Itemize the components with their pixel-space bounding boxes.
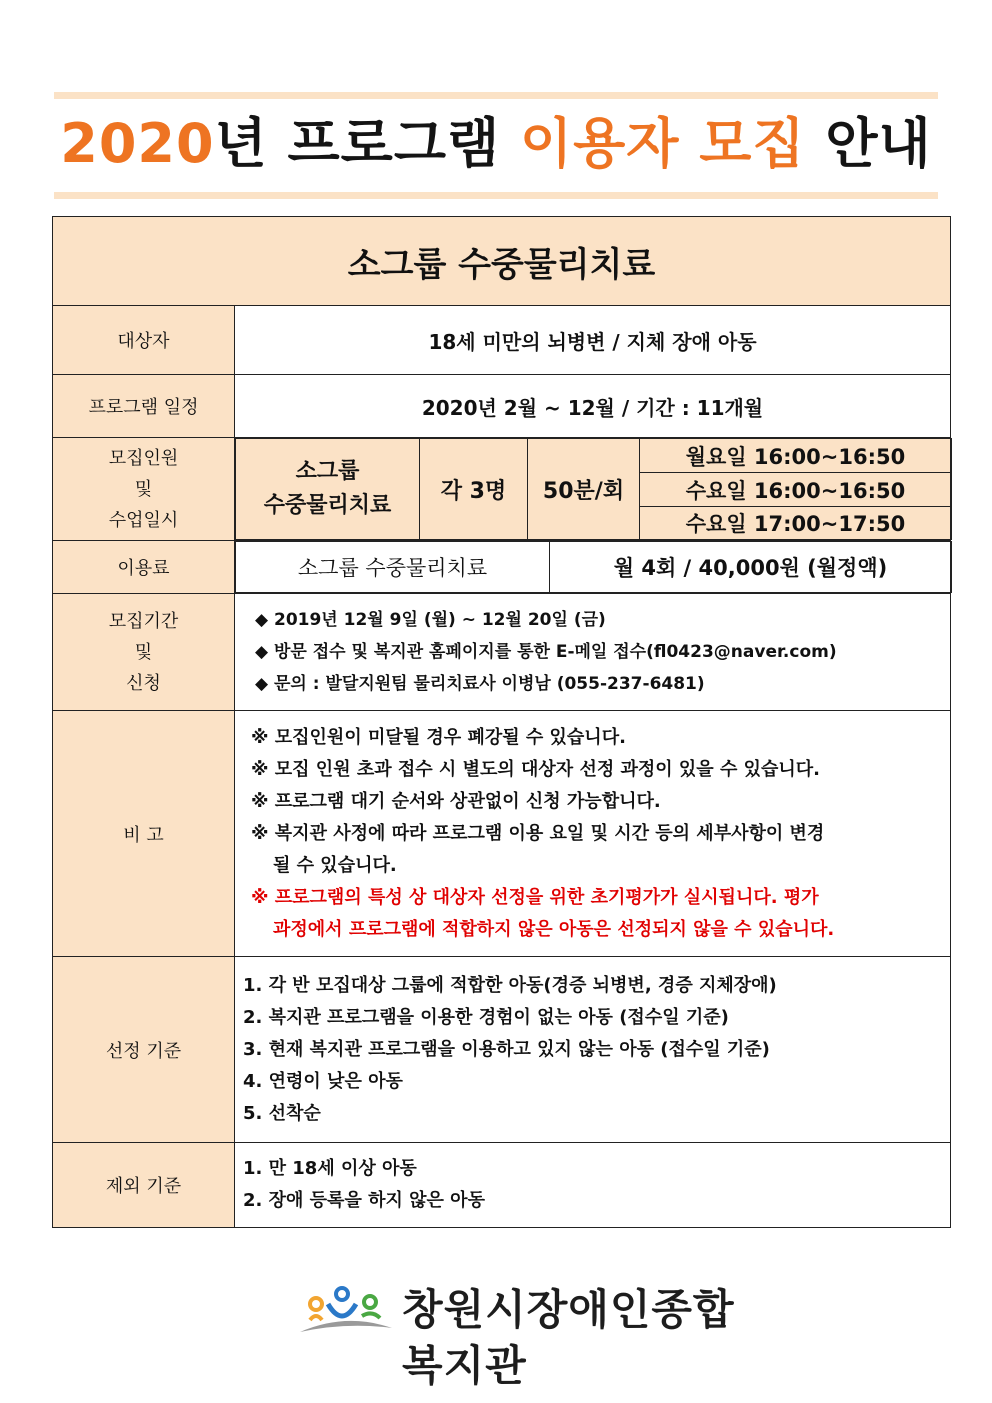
- organization-logo: [296, 1278, 736, 1390]
- fee-table: [235, 541, 952, 593]
- note-warning-2: 과정에서 프로그램에 적합하지 않은 아동은 선정되지 않을 수 있습니다.: [273, 918, 835, 940]
- note-item-3: ※ 프로그램 대기 순서와 상관없이 신청 가능합니다.: [251, 790, 661, 812]
- organization-name: 창원시장애인종합복지관: [402, 1285, 735, 1390]
- exclusion-item-2: 2. 장애 등록을 하지 않은 아동: [243, 1190, 485, 1211]
- note-item-1: ※ 모집인원이 미달될 경우 폐강될 수 있습니다.: [251, 726, 626, 748]
- title-recruit: 이용자 모집: [519, 112, 806, 175]
- page-title: [0, 104, 992, 184]
- recruit-detail-table: [235, 438, 952, 540]
- organization-emblem-icon: [296, 1282, 396, 1340]
- title-program: 년 프로그램: [214, 112, 520, 175]
- selection-detail: [235, 957, 951, 1143]
- title-band-top: [54, 92, 938, 99]
- period-detail: [235, 594, 951, 711]
- selection-item-3: 3. 현재 복지관 프로그램을 이용하고 있지 않는 아동 (접수일 기준): [243, 1038, 770, 1060]
- fee-label: 이용료: [53, 541, 235, 594]
- selection-item-1: 1. 각 반 모집대상 그룹에 적합한 아동(경증 뇌병변, 경증 지체장애): [243, 974, 777, 996]
- note-item-4: ※ 복지관 사정에 따라 프로그램 이용 요일 및 시간 등의 세부사항이 변경: [251, 822, 825, 844]
- selection-label: 선정 기준: [53, 957, 235, 1143]
- selection-item-4: 4. 연령이 낮은 아동: [243, 1070, 403, 1092]
- note-item-2: ※ 모집 인원 초과 접수 시 별도의 대상자 선정 과정이 있을 수 있습니다.: [251, 758, 821, 780]
- target-value: 18세 미만의 뇌병변 / 지체 장애 아동: [235, 306, 951, 375]
- recruit-label-line-2: 및: [134, 478, 153, 500]
- period-item-contact: ◆ 문의 : 발달지원팀 물리치료사 이병남 (055-237-6481): [255, 674, 705, 694]
- period-label: [53, 594, 235, 711]
- recruit-label-line-3: 수업일시: [108, 509, 179, 531]
- recruit-detail-cell: [235, 438, 951, 541]
- exclusion-label: 제외 기준: [53, 1143, 235, 1228]
- recruit-duration: 50분/회: [528, 439, 640, 540]
- period-item-dates: ◆ 2019년 12월 9일 (월) ~ 12월 20일 (금): [255, 610, 606, 630]
- schedule-value: 2020년 2월 ~ 12월 / 기간 : 11개월: [235, 375, 951, 438]
- recruit-label: [53, 438, 235, 541]
- period-label-line-1: 모집기간: [108, 610, 179, 632]
- exclusion-detail: [235, 1143, 951, 1228]
- period-item-application: ◆ 방문 접수 및 복지관 홈페이지를 통한 E-메일 접수(fl0423@naver.com): [255, 642, 837, 662]
- fee-cell: [235, 541, 951, 594]
- title-year: 2020: [60, 112, 215, 175]
- recruit-count: 각 3명: [420, 439, 528, 540]
- fee-program-name: 소그룹 수중물리치료: [236, 542, 550, 593]
- selection-item-5: 5. 선착순: [243, 1102, 321, 1124]
- recruit-label-line-1: 모집인원: [108, 447, 179, 469]
- recruit-class-line-1: 소그룹: [295, 459, 360, 484]
- note-warning-1: ※ 프로그램의 특성 상 대상자 선정을 위한 초기평가가 실시됩니다. 평가: [251, 886, 819, 908]
- program-name-heading: 소그룹 수중물리치료: [53, 217, 951, 306]
- recruit-class-line-2: 수중물리치료: [263, 493, 392, 518]
- notes-label: 비 고: [53, 711, 235, 957]
- target-label: 대상자: [53, 306, 235, 375]
- title-notice: 안내: [805, 112, 932, 175]
- period-label-line-3: 신청: [126, 672, 161, 694]
- schedule-label: 프로그램 일정: [53, 375, 235, 438]
- selection-item-2: 2. 복지관 프로그램을 이용한 경험이 없는 아동 (접수일 기준): [243, 1006, 729, 1028]
- period-label-line-2: 및: [134, 641, 153, 663]
- recruit-time-3: 수요일 17:00~17:50: [640, 507, 952, 540]
- notes-detail: [235, 711, 951, 957]
- recruit-class-name: [236, 439, 420, 540]
- note-item-4-cont: 될 수 있습니다.: [273, 854, 397, 876]
- program-info-table: [52, 216, 951, 1228]
- fee-value: 월 4회 / 40,000원 (월정액): [550, 542, 952, 593]
- recruit-time-2: 수요일 16:00~16:50: [640, 473, 952, 507]
- recruit-time-1: 월요일 16:00~16:50: [640, 439, 952, 473]
- exclusion-item-1: 1. 만 18세 이상 아동: [243, 1158, 417, 1179]
- title-band-bottom: [54, 192, 938, 199]
